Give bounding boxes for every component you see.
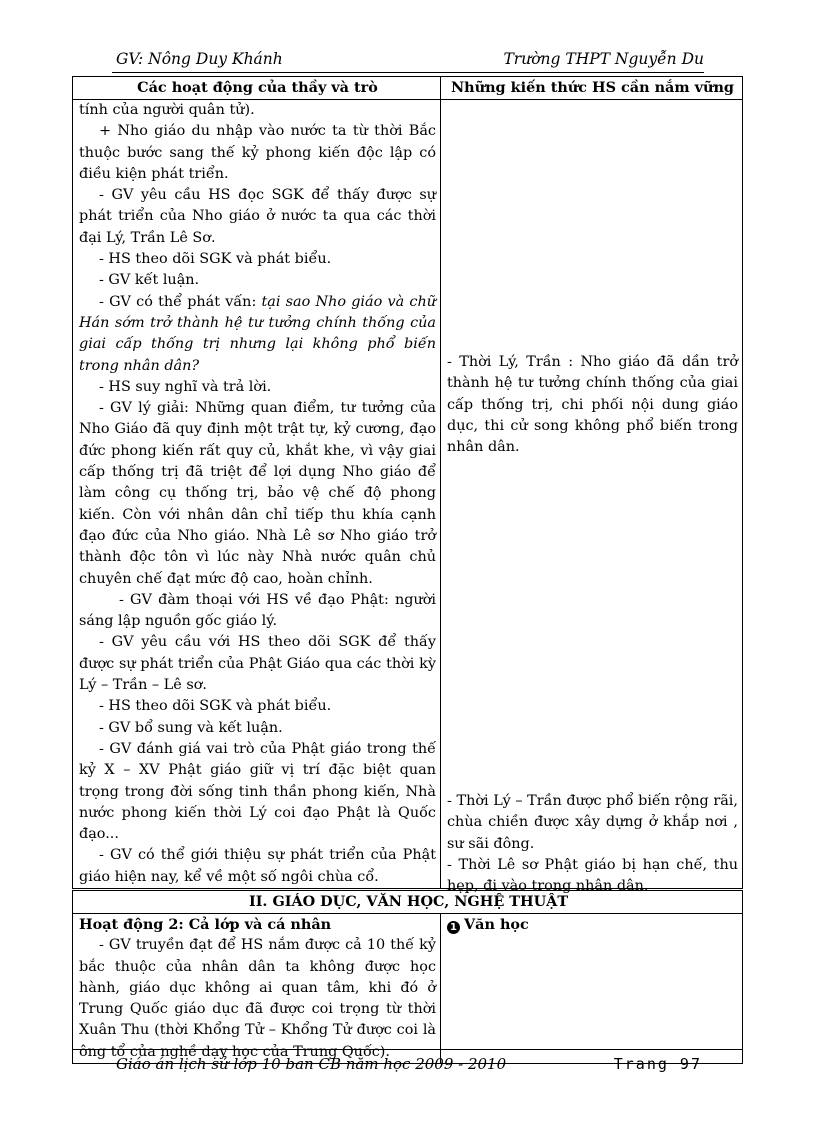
text-line: - HS theo dõi SGK và phát biểu. [99,698,332,715]
text-line: - GV kết luận. [99,272,200,289]
question-text: tại sao Nho giáo và chữ Hán sớm trở thành hệ tư tưởng chính thống của giai cấp thống trị nhưng lại không phổ biến trong nhân dân? [79,293,436,374]
text-line: - GV đàm thoại với HS về đạo Phật: người sáng lập nguồn gốc giáo lý. [79,591,436,630]
table-header-row [73,77,743,100]
text-line: tính của người quân tử). [79,102,255,118]
knowledge-heading-text: Văn học [464,915,529,933]
activities-cell [73,100,441,890]
footer-rule [72,1049,742,1050]
school-name: Trường THPT Nguyễn Du [503,50,704,68]
table-row [73,913,743,1063]
activity-text: - GV truyền đạt để HS nắm được cả 10 thế kỷ bắc thuộc của nhân dân ta không được học hành, giáo dục không ai quan tâm, khi đó ở Trung Quốc giáo dục đã được coi trọng từ thời Xuân Thu (thời Khổng Tử – Khổng Tử được coi là ông tổ của nghề dạy học của Trung Quốc). [79,937,436,1060]
col-activities-header: Các hoạt động của thầy và trò [73,77,441,100]
book-title: Giáo án lịch sử lớp 10 ban CB năm học 2009 - 2010 [116,1055,507,1073]
text-line: - GV yêu cầu HS đọc SGK để thấy được sự phát triển của Nho giáo ở nước ta qua các thời đại Lý, Trần Lê Sơ. [79,187,436,246]
number-1-icon: 1 [447,921,460,934]
page-number: Trang 97 [613,1055,702,1073]
knowledge-heading [447,914,738,935]
knowledge-block-nho-giao: - Thời Lý, Trần : Nho giáo đã dần trở thành hệ tư tưởng chính thống của giai cấp thống trị, chi phối nội dung giáo dục, thi cử song không phổ biến trong nhân dân. [447,354,738,456]
text-line: - HS theo dõi SGK và phát biểu. [99,251,332,268]
text-line [79,292,436,377]
text-line: - GV bổ sung và kết luận. [99,719,283,736]
knowledge-cell [441,100,743,895]
table-row [73,100,743,890]
knowledge-cell [441,913,743,1063]
text-line: - GV lý giải: Những quan điểm, tư tưởng của Nho Giáo đã quy định một trật tự, kỷ cương, đạo đức phong kiến rất quy củ, khắt khe, vì vậy giai cấp thống trị đã triệt để lợi dụng Nho giáo để làm công cụ thống trị, bảo vệ chế độ phong kiến. Còn với nhân dân chỉ tiếp thu khía cạnh đạo đức của Nho giáo. Nhà Lê sơ Nho giáo trở thành độc tôn vì lúc này Nhà nước quân chủ chuyên chế đạt mức độ cao, hoàn chỉnh. [79,400,436,587]
knowledge-block-phat-giao-ly-tran: - Thời Lý – Trần được phổ biến rộng rãi, chùa chiền được xây dựng ở khắp nơi , sư sãi đông. [447,793,738,852]
knowledge-block-phat-giao-le-so: - Thời Lê sơ Phật giáo bị hạn chế, thu hẹp, đi vào trong nhân dân. [447,857,738,895]
activities-cell [73,913,441,1063]
col-knowledge-header: Những kiến thức HS cần nắm vững [441,77,743,100]
page-footer [116,1055,702,1077]
text-line: - HS suy nghĩ và trả lời. [99,378,272,395]
section-title: II. GIÁO DỤC, VĂN HỌC, NGHỆ THUẬT [73,889,743,913]
text-line: - GV có thể giới thiệu sự phát triển của Phật giáo hiện nay, kể về một số ngôi chùa cổ. [79,847,436,885]
teacher-name: GV: Nông Duy Khánh [116,50,283,68]
text-line: + Nho giáo du nhập vào nước ta từ thời Bắc thuộc bước sang thế kỷ phong kiến độc lập có điều kiện phát triển. [79,123,436,182]
lesson-table [72,76,743,1064]
text-line: - GV yêu cầu với HS theo dõi SGK để thấy được sự phát triển của Phật Giáo qua các thời kỳ Lý – Trần – Lê sơ. [79,634,436,694]
page-header [116,50,704,72]
question-lead: - GV có thể phát vấn: [99,293,262,310]
header-rule [112,72,704,73]
activity-title: Hoạt động 2: Cả lớp và cá nhân [79,915,332,933]
text-line: - GV đánh giá vai trò của Phật giáo trong thế kỷ X – XV Phật giáo giữ vị trí đặc biệt quan trọng trong đời sống tinh thần phong kiến, Nhà nước phong kiến thời Lý coi đạo Phật là Quốc đạo... [79,740,436,843]
